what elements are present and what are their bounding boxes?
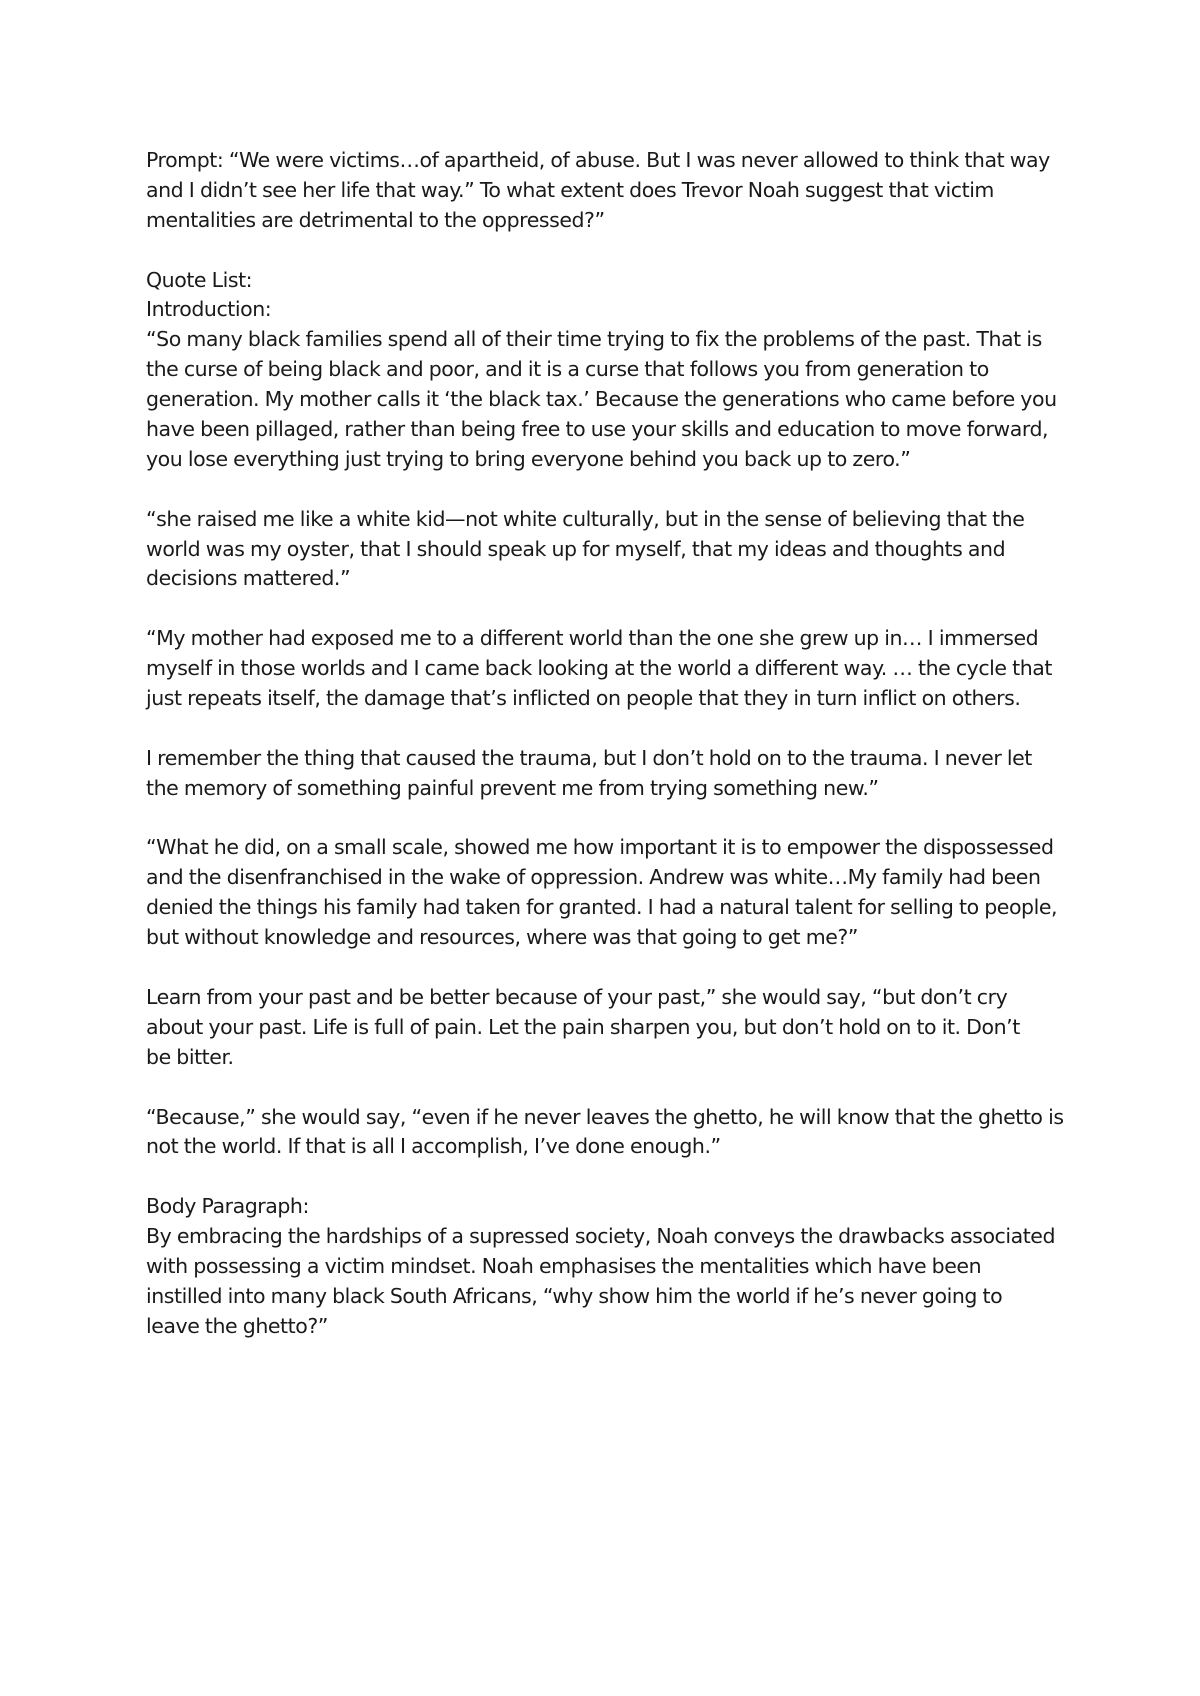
quote-line: denied the things his family had taken for granted. I had a natural talent for selling to people, — [146, 895, 1058, 920]
quote-line: world was my oyster, that I should speak up for myself, that my ideas and thoughts and — [146, 536, 1006, 561]
body-line: with possessing a victim mindset. Noah emphasises the mentalities which have been — [146, 1253, 982, 1278]
quote-line: “My mother had exposed me to a different world than the one she grew up in… I immersed — [146, 626, 1039, 651]
introduction-heading: Introduction: — [146, 297, 272, 322]
paragraph-spacer — [146, 236, 1066, 266]
body-line: instilled into many black South Africans, “why show him the world if he’s never going to — [146, 1283, 1003, 1308]
quote-line: Learn from your past and be better because of your past,” she would say, “but don’t cry — [146, 984, 1008, 1009]
quote-line: not the world. If that is all I accomplish, I’ve done enough.” — [146, 1134, 721, 1159]
paragraph-spacer — [146, 804, 1066, 834]
quote-line: have been pillaged, rather than being free to use your skills and education to move forward, — [146, 417, 1049, 442]
quote-line: the curse of being black and poor, and it is a curse that follows you from generation to — [146, 357, 989, 382]
paragraph-spacer — [146, 475, 1066, 505]
paragraph-spacer — [146, 1073, 1066, 1103]
body-line: leave the ghetto?” — [146, 1313, 328, 1338]
paragraph-spacer — [146, 594, 1066, 624]
prompt-paragraph — [146, 146, 1066, 236]
quote-line: the memory of something painful prevent me from trying something new.” — [146, 775, 879, 800]
quote-paragraph-4 — [146, 744, 1066, 804]
body-paragraph-heading: Body Paragraph: — [146, 1194, 309, 1219]
quote-paragraph-1 — [146, 325, 1066, 474]
body-line: By embracing the hardships of a supressed society, Noah conveys the drawbacks associated — [146, 1224, 1056, 1249]
quote-line: just repeats itself, the damage that’s inflicted on people that they in turn inflict on others. — [146, 686, 1021, 711]
quote-paragraph-6 — [146, 983, 1066, 1073]
paragraph-spacer — [146, 714, 1066, 744]
quote-line: I remember the thing that caused the trauma, but I don’t hold on to the trauma. I never let — [146, 745, 1032, 770]
paragraph-spacer — [146, 1162, 1066, 1192]
quote-line: “Because,” she would say, “even if he never leaves the ghetto, he will know that the ghetto is — [146, 1104, 1064, 1129]
quote-paragraph-5 — [146, 833, 1066, 953]
paragraph-spacer — [146, 953, 1066, 983]
quote-line: be bitter. — [146, 1044, 234, 1069]
quote-list-heading: Quote List: — [146, 267, 253, 292]
quote-line: and the disenfranchised in the wake of oppression. Andrew was white…My family had been — [146, 865, 1041, 890]
document-body — [146, 146, 1066, 1342]
quote-paragraph-3 — [146, 624, 1066, 714]
prompt-line: Prompt: “We were victims…of apartheid, of abuse. But I was never allowed to think that way — [146, 148, 1050, 172]
quote-line: “So many black families spend all of their time trying to fix the problems of the past. That is — [146, 327, 1042, 352]
prompt-line: and I didn’t see her life that way.” To what extent does Trevor Noah suggest that victim — [146, 177, 994, 202]
quote-line: generation. My mother calls it ‘the black tax.’ Because the generations who came before you — [146, 387, 1057, 412]
quote-line: about your past. Life is full of pain. Let the pain sharpen you, but don’t hold on to it. Don’t — [146, 1014, 1020, 1039]
prompt-line: mentalities are detrimental to the oppressed?” — [146, 207, 605, 232]
quote-line: you lose everything just trying to bring everyone behind you back up to zero.” — [146, 446, 911, 471]
body-paragraph — [146, 1222, 1066, 1342]
quote-line: but without knowledge and resources, where was that going to get me?” — [146, 925, 858, 950]
quote-line: “What he did, on a small scale, showed me how important it is to empower the dispossessed — [146, 835, 1054, 860]
quote-line: decisions mattered.” — [146, 566, 351, 591]
quote-line: “she raised me like a white kid—not white culturally, but in the sense of believing that the — [146, 506, 1025, 531]
quote-paragraph-7 — [146, 1103, 1066, 1163]
quote-paragraph-2 — [146, 505, 1066, 595]
quote-line: myself in those worlds and I came back looking at the world a different way. … the cycle that — [146, 656, 1052, 681]
